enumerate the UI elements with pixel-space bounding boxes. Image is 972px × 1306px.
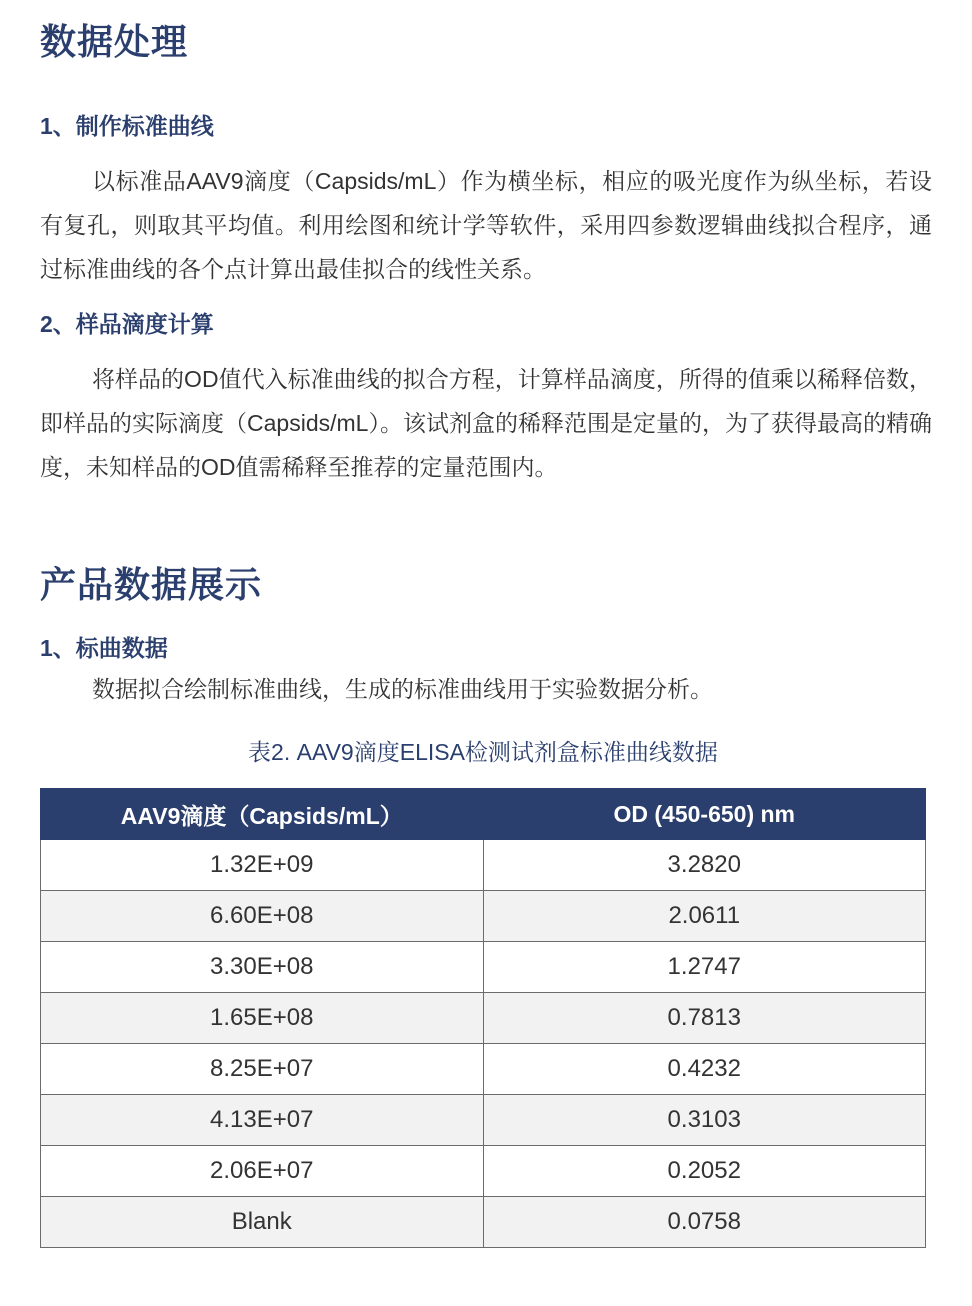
cell-od: 0.0758 [483, 1197, 926, 1248]
cell-titer: 6.60E+08 [41, 891, 484, 942]
cell-titer: 8.25E+07 [41, 1044, 484, 1095]
paragraph-sample-titer: 将样品的OD值代入标准曲线的拟合方程，计算样品滴度，所得的值乘以稀释倍数，即样品的实际滴度（Capsids/mL）。该试剂盒的稀释范围是定量的，为了获得最高的精确度，未知样品的OD值需稀释至推荐的定量范围内。 [40, 366, 932, 480]
section-title-product-data: 产品数据展示 [40, 564, 263, 605]
table-row [41, 1146, 926, 1197]
cell-titer: 1.32E+09 [41, 840, 484, 891]
cell-od: 0.7813 [483, 993, 926, 1044]
section-title-data-processing: 数据处理 [40, 21, 189, 62]
header-od: OD (450-650) nm [483, 789, 926, 840]
table-row [41, 840, 926, 891]
cell-titer: 1.65E+08 [41, 993, 484, 1044]
cell-od: 3.2820 [483, 840, 926, 891]
header-titer: AAV9滴度（Capsids/mL） [41, 789, 484, 840]
table-row [41, 993, 926, 1044]
cell-od: 0.4232 [483, 1044, 926, 1095]
table-header-row [41, 789, 926, 840]
cell-od: 1.2747 [483, 942, 926, 993]
subtitle-standard-curve: 1、制作标准曲线 [40, 113, 214, 139]
table-row [41, 1044, 926, 1095]
table-caption: 表2. AAV9滴度ELISA检测试剂盒标准曲线数据 [248, 739, 718, 765]
table-row [41, 942, 926, 993]
subtitle-sample-titer: 2、样品滴度计算 [40, 311, 214, 337]
cell-od: 0.2052 [483, 1146, 926, 1197]
cell-titer: 2.06E+07 [41, 1146, 484, 1197]
cell-titer: 4.13E+07 [41, 1095, 484, 1146]
cell-titer: Blank [41, 1197, 484, 1248]
subtitle-standard-data: 1、标曲数据 [40, 635, 168, 661]
cell-od: 2.0611 [483, 891, 926, 942]
paragraph-standard-data: 数据拟合绘制标准曲线，生成的标准曲线用于实验数据分析。 [92, 676, 713, 702]
paragraph-standard-curve: 以标准品AAV9滴度（Capsids/mL）作为横坐标，相应的吸光度作为纵坐标，若设有复孔，则取其平均值。利用绘图和统计学等软件，采用四参数逻辑曲线拟合程序，通过标准曲线的各个点计算出最佳拟合的线性关系。 [40, 168, 932, 282]
table-row [41, 1197, 926, 1248]
standard-curve-table [40, 788, 926, 1248]
table-row [41, 891, 926, 942]
table-row [41, 1095, 926, 1146]
cell-od: 0.3103 [483, 1095, 926, 1146]
cell-titer: 3.30E+08 [41, 942, 484, 993]
